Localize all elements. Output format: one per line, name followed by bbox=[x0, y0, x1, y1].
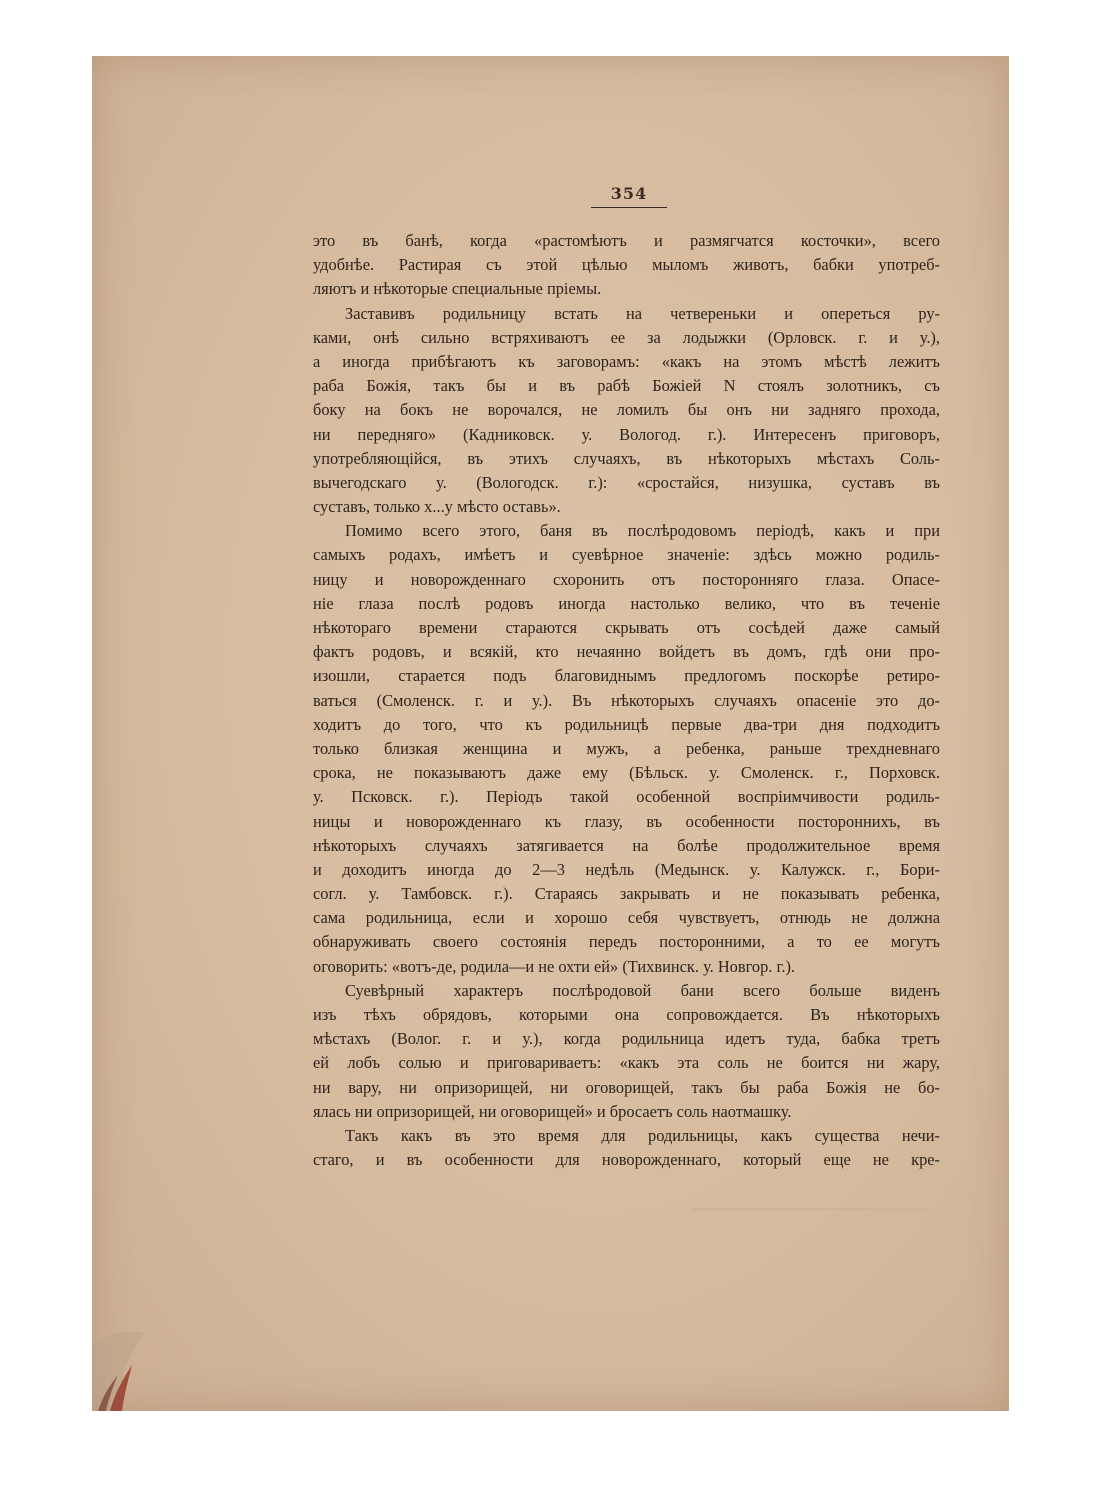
text-line: ваться (Смоленск. г. и у.). Въ нѣкоторыхъ случаяхъ опасеніе это до- bbox=[313, 690, 940, 710]
page-number-rule bbox=[591, 207, 667, 208]
text-line: согл. у. Тамбовск. г.). Стараясь закрывать и не показывать ребенка, bbox=[313, 884, 940, 904]
text-line: изошли, старается подъ благовиднымъ предлогомъ поскорѣе ретиро- bbox=[313, 666, 940, 686]
text-line: срока, не показываютъ даже ему (Бѣльск. у. Смоленск. г., Порховск. bbox=[313, 763, 940, 783]
text-line: обнаруживать своего состоянія передъ посторонними, а то ее могутъ bbox=[313, 932, 940, 952]
text-line: ніе глаза послѣ родовъ иногда настолько велико, что въ теченіе bbox=[313, 593, 940, 613]
faint-bleedthrough-mark bbox=[690, 1208, 930, 1211]
text-line: раба Божія, такъ бы и въ рабѣ Божіей N стоялъ золотникъ, съ bbox=[313, 376, 940, 396]
text-line: боку на бокъ не ворочался, не ломилъ бы онъ ни задняго прохода, bbox=[313, 400, 940, 420]
text-line: ницу и новорожденнаго схоронить отъ посторонняго глаза. Опасе- bbox=[313, 569, 940, 589]
text-line: стаго, и въ особенности для новорожденнаго, который еще не кре- bbox=[313, 1150, 940, 1170]
text-line: самыхъ родахъ, имѣетъ и суевѣрное значеніе: здѣсь можно родиль- bbox=[313, 545, 940, 565]
text-line: и доходитъ иногда до 2—3 недѣль (Медынск. у. Калужск. г., Бори- bbox=[313, 859, 940, 879]
body-text bbox=[313, 229, 940, 1172]
text-line: только близкая женщина и мужъ, а ребенка, раньше трехдневнаго bbox=[313, 738, 940, 758]
text-line: ей лобъ солью и приговариваетъ: «какъ эта соль не боится ни жару, bbox=[313, 1053, 940, 1073]
text-line: ницы и новорожденнаго къ глазу, въ особенности постороннихъ, въ bbox=[313, 811, 940, 831]
text-line: Суевѣрный характеръ послѣродовой бани всего больше виденъ bbox=[345, 980, 940, 1000]
text-line: оговорить: «вотъ-де, родила—и не охти ей» (Тихвинск. у. Новгор. г.). bbox=[313, 956, 796, 976]
text-line: нѣкоторыхъ случаяхъ затягивается на болѣе продолжительное время bbox=[313, 835, 940, 855]
text-line: суставъ, только х...у мѣсто оставь». bbox=[313, 497, 561, 517]
text-line: а иногда прибѣгаютъ къ заговорамъ: «какъ на этомъ мѣстѣ лежитъ bbox=[313, 351, 940, 371]
page-number: 354 bbox=[610, 184, 648, 203]
text-line: вычегодскаго у. (Вологодск. г.): «сростайся, низушка, суставъ въ bbox=[313, 472, 940, 492]
text-line: употребляющійся, въ этихъ случаяхъ, въ нѣкоторыхъ мѣстахъ Соль- bbox=[313, 448, 940, 468]
text-line: мѣстахъ (Волог. г. и у.), когда родильница идетъ туда, бабка третъ bbox=[313, 1029, 940, 1049]
text-line: ни передняго» (Кадниковск. у. Вологод. г.). Интересенъ приговоръ, bbox=[313, 424, 940, 444]
text-line: ляютъ и нѣкоторые специальные пріемы. bbox=[313, 279, 602, 299]
text-line: у. Псковск. г.). Періодъ такой особенной воспріимчивости родиль- bbox=[313, 787, 940, 807]
text-line: ками, онѣ сильно встряхиваютъ ее за лодыжки (Орловск. г. и у.), bbox=[313, 327, 940, 347]
text-line: Помимо всего этого, баня въ послѣродовомъ періодѣ, какъ и при bbox=[345, 521, 940, 541]
text-line: ялась ни опризорищей, ни оговорищей» и бросаетъ соль наотмашку. bbox=[313, 1101, 792, 1121]
text-line: изъ тѣхъ обрядовъ, которыми она сопровождается. Въ нѣкоторыхъ bbox=[313, 1005, 940, 1024]
text-line: это въ банѣ, когда «растомѣютъ и размягчатся косточки», всего bbox=[313, 231, 940, 250]
text-line: фактъ родовъ, и всякій, кто нечаянно войдетъ въ домъ, гдѣ они про- bbox=[313, 642, 940, 662]
text-line: удобнѣе. Растирая съ этой цѣлью мыломъ животъ, бабки употреб- bbox=[313, 255, 940, 275]
text-line: ходитъ до того, что къ родильницѣ первые два-три дня подходитъ bbox=[313, 714, 940, 734]
text-line: Такъ какъ въ это время для родильницы, какъ существа нечи- bbox=[345, 1125, 940, 1145]
page-corner-stain bbox=[92, 1325, 152, 1411]
text-line: сама родильница, если и хорошо себя чувствуетъ, отнюдь не должна bbox=[313, 908, 940, 928]
text-line: Заставивъ родильницу встать на четвереньки и опереться ру- bbox=[345, 303, 940, 323]
text-line: ни вару, ни опризорищей, ни оговорищей, такъ бы раба Божія не бо- bbox=[313, 1077, 940, 1097]
text-line: нѣкотораго времени стараются скрывать отъ сосѣдей даже самый bbox=[313, 618, 940, 637]
